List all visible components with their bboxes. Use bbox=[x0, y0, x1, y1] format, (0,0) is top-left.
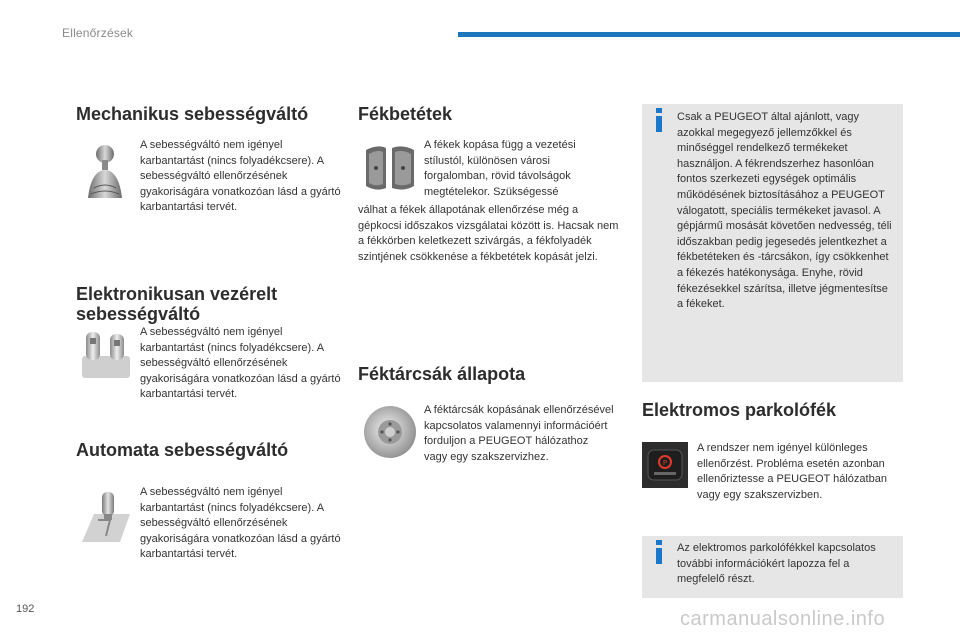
info-icon bbox=[654, 540, 664, 564]
info-icon bbox=[654, 108, 664, 132]
watermark: carmanualsonline.info bbox=[680, 608, 886, 630]
mechanical-text: A sebességváltó nem igényel karbantartást (nincs folyadékcsere). A sebességváltó ellenőrzésének gyakoriságára vonatkozóan lásd a gyártó karbantartási tervét. bbox=[140, 139, 341, 214]
pads-text-side: A fékek kopása függ a vezetési stílustól, különösen városi forgalomban, rövid távolságok megtételekor. Szükségessé bbox=[424, 139, 576, 198]
parking-brake-switch-icon bbox=[642, 442, 688, 488]
parking-title: Elektromos parkolófék bbox=[642, 400, 837, 420]
discs-title: Féktárcsák állapota bbox=[358, 364, 526, 384]
electronic-text: A sebességváltó nem igényel karbantartást (nincs folyadékcsere). A sebességváltó ellenőrzésének gyakoriságára vonatkozóan lásd a gyártó karbantartási tervét. bbox=[140, 326, 341, 401]
info-bottom-text: Az elektromos parkolófékkel kapcsolatos további információkért lapozza fel a megfelelő részt. bbox=[677, 542, 876, 586]
header-accent-bar bbox=[458, 32, 960, 37]
page-number: 192 bbox=[16, 603, 35, 615]
svg-text:P: P bbox=[662, 459, 668, 467]
electronic-gear-selector-icon bbox=[80, 326, 132, 386]
section-label: Ellenőrzések bbox=[62, 26, 134, 40]
discs-text: A féktárcsák kopásának ellenőrzésével kapcsolatos valamennyi információért forduljon a PEUGEOT hálózathoz vagy egy szakszervizhez. bbox=[424, 404, 614, 463]
mechanical-title: Mechanikus sebességváltó bbox=[76, 104, 309, 124]
pads-title: Fékbetétek bbox=[358, 104, 453, 124]
brake-pads-icon bbox=[362, 140, 418, 196]
pads-text-full: válhat a fékek állapotának ellenőrzése még a gépkocsi időszakos vizsgálatai között is. Hacsak nem a fékkörben keletkezett szivárgás, a fékfolyadék szintjének csökkenése a fékbetétek kopását jelzi. bbox=[358, 204, 619, 263]
automatic-text: A sebességváltó nem igényel karbantartást (nincs folyadékcsere). A sebességváltó ellenőrzésének gyakoriságára vonatkozóan lásd a gyártó karbantartási tervét. bbox=[140, 486, 341, 561]
automatic-title: Automata sebességváltó bbox=[76, 440, 289, 460]
automatic-gear-selector-icon bbox=[80, 486, 132, 544]
electronic-title: Elektronikusan vezérelt sebességváltó bbox=[76, 284, 278, 324]
brake-disc-icon bbox=[362, 404, 418, 460]
info-top-text: Csak a PEUGEOT által ajánlott, vagy azokkal megegyező jellemzőkkel és minőséggel rendelkező termékeket használjon. A fékrendszerhez hasonlóan fontos szerkezeti egységek optimális működésének biztosításához a PEUGEOT válogatott, speciális termékeket javasol. A gépjármű mosását követően nedvesség, téli időszakban pedig jegesedés jelentkezhet a fékbetéteken és -tárcsákon, így csökkenhet a fékezés hatékonysága. Enyhe, rövid fékezésekkel szárítsa, illetve jégmentesítse a fékeket. bbox=[677, 111, 892, 311]
manual-gear-lever-icon bbox=[80, 142, 130, 202]
parking-text: A rendszer nem igényel különleges ellenőrzést. Probléma esetén azonban ellenőriztesse a PEUGEOT hálózatban vagy egy szakszervizben. bbox=[697, 442, 887, 501]
